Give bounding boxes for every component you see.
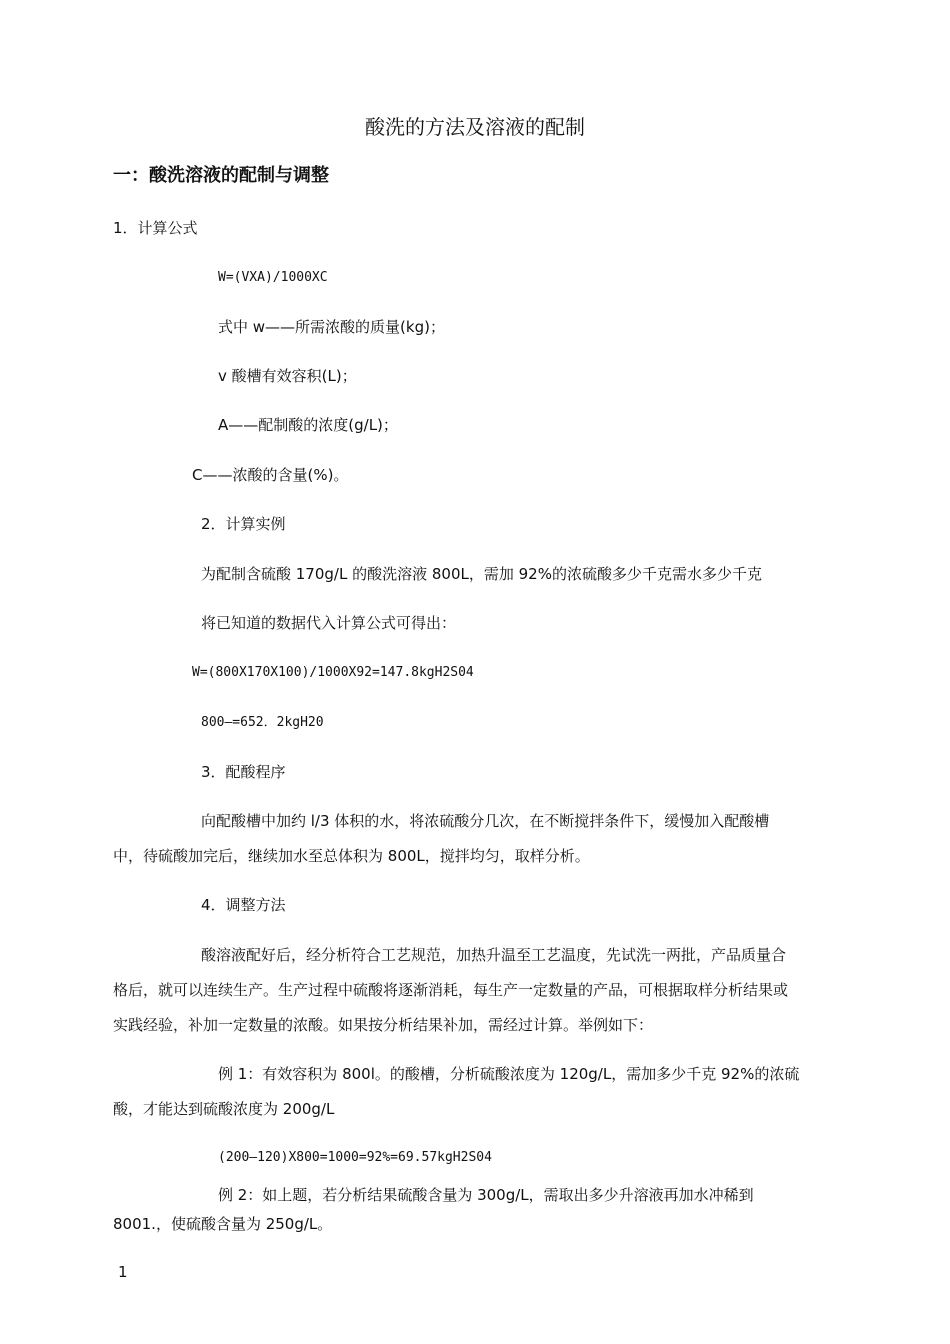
procedure-line-1: 向配酸槽中加约 l/3 体积的水，将浓硫酸分几次，在不断搅拌条件下，缓慢加入配酸槽 [201,812,770,830]
formula: W=(VXA)/1000XC [218,270,328,285]
example1-line-1: 例 1：有效容积为 800l。的酸槽，分析硫酸浓度为 120g/L，需加多少千克 92%的浓硫 [218,1065,800,1083]
example-calculation-2: 800—=652．2kgH20 [201,715,324,730]
section-heading: 一：酸洗溶液的配制与调整 [113,165,329,186]
item1-heading: 1．计算公式 [113,219,198,237]
document-title: 酸洗的方法及溶液的配制 [365,115,585,139]
item4-heading: 4．调整方法 [201,896,286,914]
example-question: 为配制含硫酸 170g/L 的酸洗溶液 800L，需加 92%的浓硫酸多少千克需水多少千克 [201,565,762,583]
procedure-line-2: 中，待硫酸加完后，继续加水至总体积为 800L，搅拌均匀，取样分析。 [113,847,590,865]
definition-v: v 酸槽有效容积(L)； [218,367,357,385]
example2-line-2: 8001.，使硫酸含量为 250g/L。 [113,1215,333,1233]
page-number: 1 [118,1263,128,1281]
example2-line-1: 例 2：如上题，若分析结果硫酸含量为 300g/L，需取出多少升溶液再加水冲稀到 [218,1186,754,1204]
adjust-line-1: 酸溶液配好后，经分析符合工艺规范，加热升温至工艺温度，先试洗一两批，产品质量合 [201,946,787,964]
definition-a: A——配制酸的浓度(g/L)； [218,416,398,434]
definition-c: C——浓酸的含量(%)。 [192,466,349,484]
adjust-line-2: 格后，就可以连续生产。生产过程中硫酸将逐渐消耗，每生产一定数量的产品，可根据取样分析结果或 [113,981,789,999]
item2-heading: 2．计算实例 [201,515,286,533]
example1-calculation: (200—120)X800=1000=92%=69.57kgH2S04 [218,1150,492,1165]
example-calculation-1: W=(800X170X100)/1000X92=147.8kgH2S04 [192,665,474,680]
example1-line-2: 酸，才能达到硫酸浓度为 200g/L [113,1100,335,1118]
item3-heading: 3．配酸程序 [201,763,286,781]
definition-w: 式中 w——所需浓酸的质量(kg)； [218,318,445,336]
example-intro: 将已知道的数据代入计算公式可得出： [201,614,457,632]
adjust-line-3: 实践经验，补加一定数量的浓酸。如果按分析结果补加，需经过计算。举例如下： [113,1016,654,1034]
